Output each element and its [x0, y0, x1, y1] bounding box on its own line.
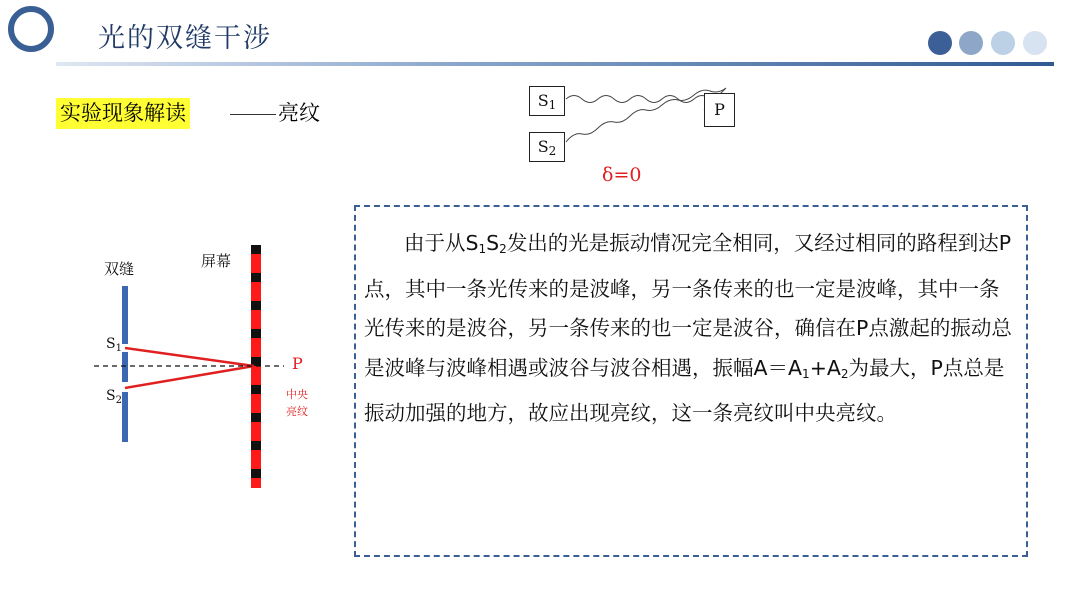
s2-subscript: 2: [115, 395, 122, 406]
header-dot-3: [991, 31, 1015, 55]
ray-from-s2: [125, 366, 254, 388]
ray-from-s1: [125, 348, 254, 366]
explanation-text: [364, 224, 1018, 434]
wave-path-s2: [566, 88, 726, 142]
a2-subscript: 2: [840, 366, 849, 381]
header-dot-1: [928, 31, 952, 55]
header-dot-2: [959, 31, 983, 55]
subheading-rest: 亮纹: [278, 101, 320, 125]
source-s1-label: S: [537, 91, 549, 110]
explanation-s-mid: S: [486, 231, 500, 255]
source-s1-subscript: 1: [548, 98, 557, 112]
slits-label: 双缝: [104, 260, 135, 278]
s2-letter: S: [106, 388, 116, 404]
source-s1-box: [529, 86, 565, 116]
point-p-label: P: [714, 100, 725, 119]
source-s2-box: [529, 132, 565, 162]
point-p-screen-label: P: [292, 354, 303, 373]
point-p-box: [704, 93, 735, 127]
s1-letter: S: [106, 336, 116, 352]
slit-barrier-bottom: [122, 392, 128, 442]
s2-label: [106, 388, 122, 406]
s2-subscript-text: 2: [499, 242, 507, 256]
slide-title: 光的双缝干涉: [98, 23, 272, 54]
explanation-part-3: 为最大，P点总是振动加强的地方，故应出现亮纹，这一条亮纹叫中央亮纹。: [364, 355, 1005, 425]
subheading-highlighted: 实验现象解读: [56, 98, 190, 129]
a1-subscript: 1: [802, 366, 810, 381]
slit-barrier-middle: [122, 352, 128, 382]
s1-label: [106, 336, 122, 354]
wave-path-s1: [566, 96, 726, 105]
explanation-plus-a: +A: [809, 355, 841, 380]
path-difference-label: δ=0: [602, 164, 642, 186]
explanation-part-1: 由于从S: [404, 231, 479, 255]
source-s2-label: S: [537, 137, 549, 156]
header-ring-decoration: [8, 6, 54, 52]
explanation-part-2: 发出的光是振动情况完全相同，又经过相同的路程到达P点，其中一条光传来的是波峰，另一条传来的也一定是波峰，其中一条光传来的是波谷，另一条传来的也一定是波谷，确信在P点激起的振动总是波峰与波峰相遇或波谷与波谷相遇，振幅A＝A: [364, 231, 1012, 380]
s1-subscript: 1: [115, 343, 122, 354]
subheading-dash: [230, 114, 276, 115]
header-divider: [56, 62, 1054, 66]
central-fringe-label-line1: 中央: [286, 388, 308, 401]
s1-subscript-text: 1: [478, 242, 487, 256]
header-dot-4: [1023, 31, 1047, 55]
central-fringe-label-line2: 亮纹: [286, 405, 308, 418]
slit-barrier-top: [122, 286, 128, 344]
source-s2-subscript: 2: [548, 144, 557, 158]
screen-label: 屏幕: [201, 252, 232, 270]
